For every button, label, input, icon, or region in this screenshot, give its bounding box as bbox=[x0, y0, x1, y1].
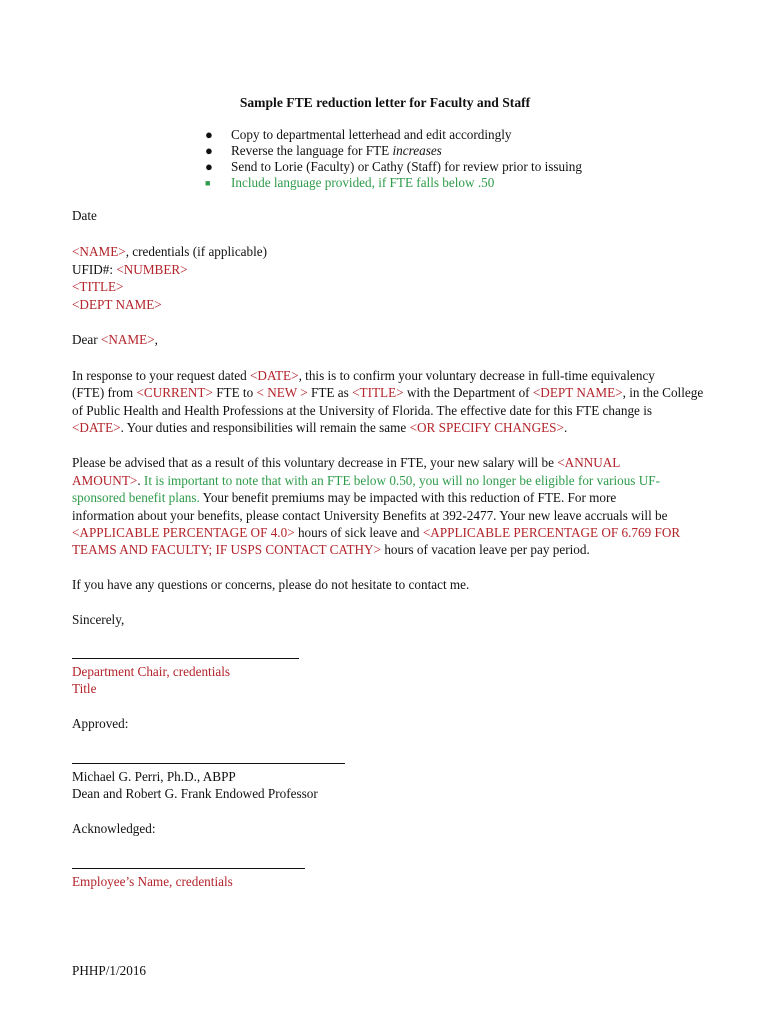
text-segment: FTE to bbox=[212, 385, 257, 400]
text-segment: <APPLICABLE PERCENTAGE OF 4.0> bbox=[72, 525, 295, 540]
text-segment: FTE as bbox=[307, 385, 353, 400]
text-segment: In response to your request dated bbox=[72, 368, 250, 383]
paragraph1-line bbox=[72, 384, 703, 401]
signer3-name: Employee’s Name, credentials bbox=[72, 874, 233, 889]
text-segment: <APPLICABLE PERCENTAGE OF 6.769 FOR bbox=[422, 525, 681, 540]
date-label: Date bbox=[72, 208, 97, 223]
text-segment: . Your duties and responsibilities will remain the same bbox=[120, 420, 410, 435]
text-segment: hours of sick leave and bbox=[294, 525, 423, 540]
text-segment: <OR SPECIFY CHANGES> bbox=[409, 420, 564, 435]
title-placeholder: <TITLE> bbox=[72, 279, 124, 294]
text-segment: , bbox=[154, 332, 158, 347]
approved-label: Approved: bbox=[72, 716, 129, 731]
paragraph2-line bbox=[72, 472, 660, 489]
paragraph1-line: of Public Health and Health Professions at the University of Florida. The effective date for this FTE change is bbox=[72, 403, 652, 418]
salutation bbox=[72, 331, 158, 348]
text-segment: <DATE> bbox=[249, 368, 299, 383]
number-placeholder: <NUMBER> bbox=[116, 262, 188, 277]
paragraph2-line bbox=[72, 541, 590, 558]
text-segment: , this is to confirm your voluntary decrease in full-time equivalency bbox=[298, 368, 655, 383]
name-placeholder: <NAME> bbox=[72, 244, 126, 259]
text-segment: AMOUNT> bbox=[72, 473, 138, 488]
paragraph1-line bbox=[72, 419, 567, 436]
signature-line bbox=[72, 763, 345, 764]
text-segment: Reverse the language for FTE bbox=[231, 143, 393, 158]
instruction-item bbox=[205, 159, 582, 175]
recipient-name-line bbox=[72, 243, 267, 260]
ufid-line bbox=[72, 261, 188, 278]
instruction-item bbox=[205, 143, 582, 159]
text-segment: hours of vacation leave per pay period. bbox=[381, 542, 590, 557]
text-segment: <ANNUAL bbox=[557, 455, 621, 470]
signer2-title: Dean and Robert G. Frank Endowed Professor bbox=[72, 786, 318, 801]
text-segment: (FTE) from bbox=[72, 385, 137, 400]
text-segment: Please be advised that as a result of this voluntary decrease in FTE, your new salary will be bbox=[72, 455, 558, 470]
text-segment: It is important to note that with an FTE below 0.50, you will no longer be eligible for various UF- bbox=[143, 473, 660, 488]
text-segment: TEAMS AND FACULTY; IF USPS CONTACT CATHY> bbox=[72, 542, 382, 557]
closing: Sincerely, bbox=[72, 612, 125, 627]
text-segment: with the Department of bbox=[403, 385, 533, 400]
signature-line bbox=[72, 868, 305, 869]
footer-code: PHHP/1/2016 bbox=[72, 963, 147, 978]
dept-placeholder: <DEPT NAME> bbox=[72, 297, 162, 312]
text-segment: sponsored benefit plans. bbox=[72, 490, 200, 505]
paragraph3: If you have any questions or concerns, please do not hesitate to contact me. bbox=[72, 577, 470, 592]
text-segment: <DATE> bbox=[72, 420, 121, 435]
paragraph1-line bbox=[72, 367, 655, 384]
signature-line bbox=[72, 658, 299, 659]
paragraph2-line bbox=[72, 489, 616, 506]
bullet-icon: ● bbox=[205, 143, 213, 158]
text-segment: Send to Lorie (Faculty) or Cathy (Staff) for review prior to issuing bbox=[231, 159, 582, 174]
instruction-list bbox=[205, 127, 582, 191]
paragraph2-line bbox=[72, 524, 680, 541]
text-segment: <CURRENT> bbox=[136, 385, 213, 400]
text-segment: <NAME> bbox=[100, 332, 155, 347]
text-segment: Dear bbox=[72, 332, 101, 347]
text-segment: UFID#: bbox=[72, 262, 117, 277]
signer2-name: Michael G. Perri, Ph.D., ABPP bbox=[72, 769, 236, 784]
text-segment: Your benefit premiums may be impacted with this reduction of FTE. For more bbox=[199, 490, 617, 505]
bullet-square-icon: ■ bbox=[205, 178, 211, 188]
text-segment: , credentials (if applicable) bbox=[125, 244, 268, 259]
instruction-item bbox=[205, 127, 582, 143]
text-segment: . bbox=[563, 420, 568, 435]
paragraph2-line: information about your benefits, please contact University Benefits at 392-2477. Your new leave accruals will be bbox=[72, 508, 668, 523]
paragraph2-line bbox=[72, 454, 620, 471]
bullet-icon: ● bbox=[205, 127, 213, 142]
emphasis-text: increases bbox=[392, 143, 442, 158]
text-segment: . bbox=[137, 473, 144, 488]
text-segment: Copy to departmental letterhead and edit accordingly bbox=[231, 127, 512, 142]
bullet-icon: ● bbox=[205, 159, 213, 174]
text-segment: Include language provided, if FTE falls below .50 bbox=[231, 175, 495, 190]
text-segment: <TITLE> bbox=[352, 385, 404, 400]
instruction-item bbox=[205, 175, 582, 191]
text-segment: , in the College bbox=[622, 385, 704, 400]
acknowledged-label: Acknowledged: bbox=[72, 821, 156, 836]
text-segment: <DEPT NAME> bbox=[532, 385, 623, 400]
text-segment: < NEW > bbox=[256, 385, 308, 400]
signer1-title: Title bbox=[72, 681, 97, 696]
signer1-name: Department Chair, credentials bbox=[72, 664, 231, 679]
document-title: Sample FTE reduction letter for Faculty and Staff bbox=[239, 95, 531, 110]
